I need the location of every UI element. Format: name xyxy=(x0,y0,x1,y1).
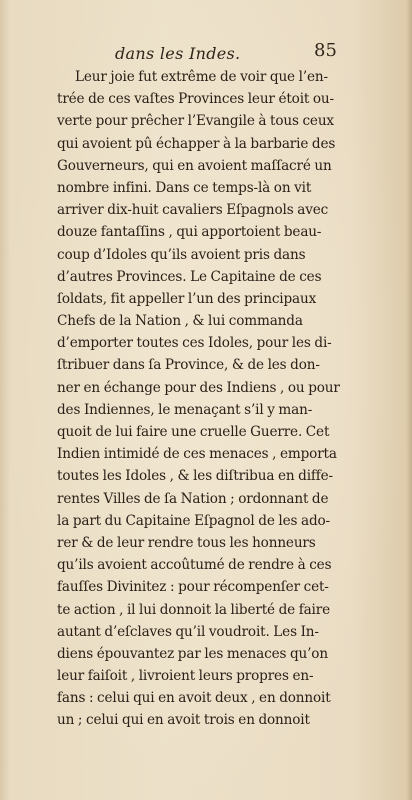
page-edge-shadow xyxy=(406,0,412,800)
body-text xyxy=(57,66,387,732)
text-line: la part du Capitaine Eſpagnol de les ado- xyxy=(57,512,330,529)
text-line: ſtribuer dans ſa Province, & de les don- xyxy=(57,357,320,374)
text-line: nombre infini. Dans ce temps-là on vit xyxy=(57,179,312,196)
text-line: rentes Villes de ſa Nation ; ordonnant de xyxy=(57,490,329,507)
text-line: d’autres Provinces. Le Capitaine de ces xyxy=(57,268,322,285)
text-line: quoit de lui faire une cruelle Guerre. Cet xyxy=(57,424,330,440)
text-line: leur faiſoit , livroient leurs propres en- xyxy=(57,668,314,685)
text-line: Chefs de la Nation , & lui commanda xyxy=(57,313,303,330)
text-line: Indien intimidé de ces menaces , emporta xyxy=(57,446,337,463)
text-line: ſoldats, fit appeller l’un des principaux xyxy=(57,290,317,307)
text-line: d’emporter toutes ces Idoles, pour les di- xyxy=(57,335,332,352)
text-line: autant d’eſclaves qu’il voudroit. Les In- xyxy=(57,623,319,640)
text-line: toutes les Idoles , & les diſtribua en diffe- xyxy=(57,468,333,485)
text-line: ner en échange pour des Indiens , ou pour xyxy=(57,379,340,396)
text-line: Gouverneurs, qui en avoient maſſacré un xyxy=(57,157,332,174)
text-line: Leur joie fut extrême de voir que l’en- xyxy=(75,69,328,85)
text-line: verte pour prêcher l’Evangile à tous ceux xyxy=(57,113,334,130)
text-line: arriver dix-huit cavaliers Eſpagnols avec xyxy=(57,202,329,219)
running-title: dans les Indes. xyxy=(115,44,241,63)
text-line: coup d’Idoles qu’ils avoient pris dans xyxy=(57,246,306,263)
text-line: fauſſes Divinitez : pour récompenſer cet- xyxy=(57,579,329,596)
text-line: fans : celui qui en avoit deux , en donnoit xyxy=(57,690,331,707)
text-line: diens épouvantez par les menaces qu’on xyxy=(57,645,328,662)
text-line: rer & de leur rendre tous les honneurs xyxy=(57,534,316,551)
page-number: 85 xyxy=(314,40,337,61)
text-line: un ; celui qui en avoit trois en donnoit xyxy=(57,712,310,729)
text-line: des Indiennes, le menaçant s’il y man- xyxy=(57,401,313,418)
text-line: douze fantaſſins , qui apportoient beau- xyxy=(57,224,322,241)
text-line: qu’ils avoient accoûtumé de rendre à ces xyxy=(57,557,332,574)
text-line: te action , il lui donnoit la liberté de faire xyxy=(57,601,330,618)
text-line: trée de ces vaſtes Provinces leur étoit ou- xyxy=(57,91,334,108)
text-line: qui avoient pû échapper à la barbarie des xyxy=(57,135,336,152)
page-header xyxy=(115,40,335,64)
